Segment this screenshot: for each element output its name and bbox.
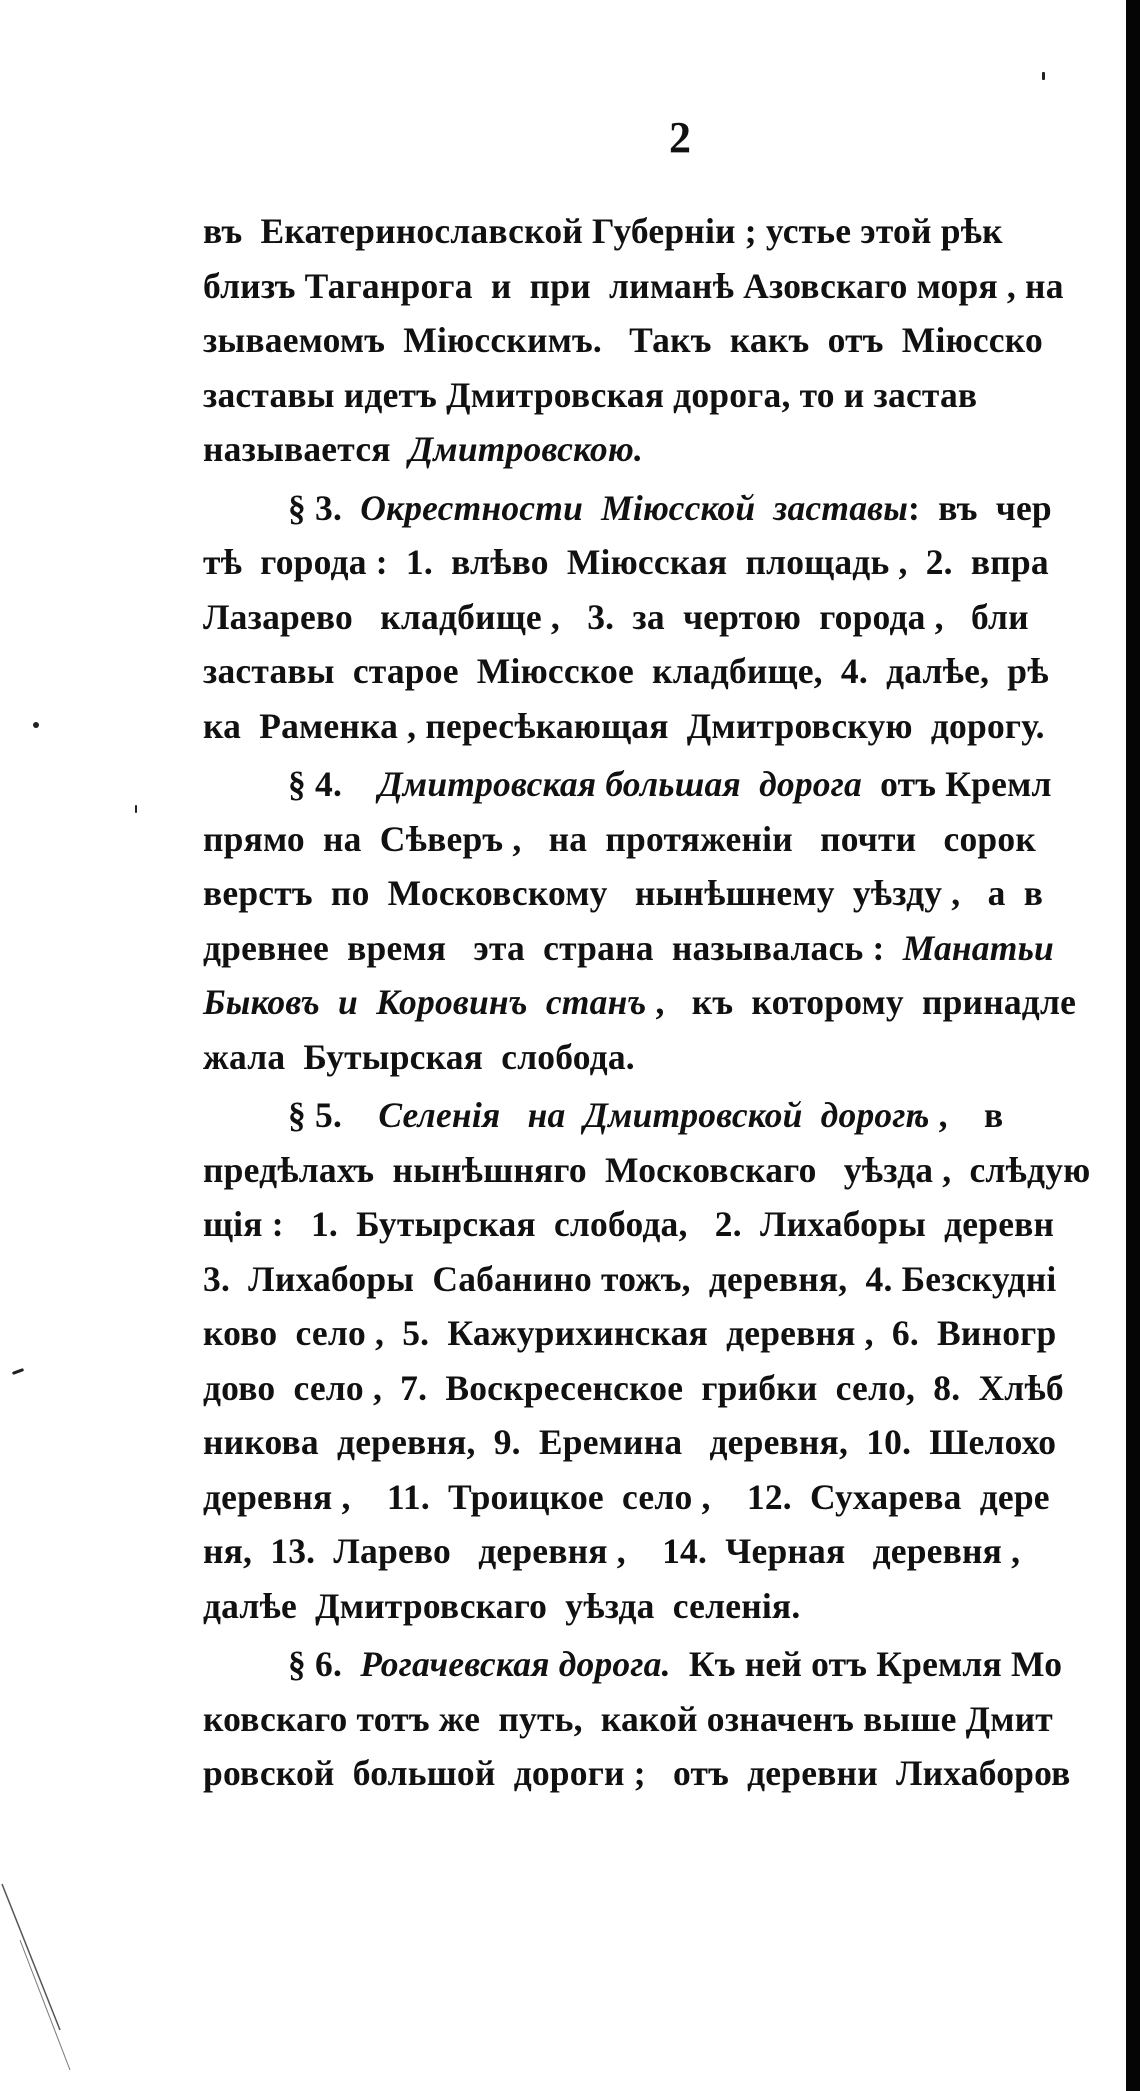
text-segment: § 5. bbox=[288, 1095, 379, 1135]
text-segment: § 6. bbox=[288, 1644, 361, 1684]
italic-text: Рогачевская дорога. bbox=[360, 1644, 671, 1684]
italic-text: Быковъ и Коровинъ станъ bbox=[203, 982, 647, 1022]
text-segment: дово село , 7. Воскресенское грибки село, 8. Хлѣб bbox=[203, 1367, 1064, 1408]
text-segment: отъ Кремл bbox=[862, 764, 1052, 804]
text-segment: ка Раменка , пересѣкающая Дмитровскую дорогу. bbox=[203, 705, 1045, 746]
text-segment: верстъ по Московскому нынѣшнему уѣзду , а в bbox=[203, 873, 1044, 913]
text-segment: жала Бутырская слобода. bbox=[203, 1036, 635, 1077]
text-segment: § 4. bbox=[288, 764, 379, 804]
text-line bbox=[203, 975, 1140, 1030]
page-edge-shadow bbox=[1126, 0, 1140, 2091]
text-segment: заставы идетъ Дмитровская дорога, то и застав bbox=[203, 374, 978, 415]
text-segment: прямо на Сѣверъ , на протяженіи почти сорок bbox=[203, 818, 1036, 859]
text-line bbox=[203, 1306, 1140, 1361]
text-segment: никова деревня, 9. Еремина деревня, 10. Шелохо bbox=[203, 1422, 1057, 1462]
text-line bbox=[203, 921, 1140, 976]
text-segment: ковскаго тотъ же путь, какой означенъ выше Дмит bbox=[203, 1698, 1053, 1739]
text-segment: ково село , 5. Кажурихинская деревня , 6. Виногр bbox=[203, 1313, 1057, 1353]
italic-text: Селенія на Дмитровской дорогѣ bbox=[378, 1095, 930, 1135]
text-line bbox=[203, 481, 1140, 536]
text-segment: близъ Таганрога и при лиманѣ Азовскаго моря , на bbox=[203, 265, 1064, 306]
text-line bbox=[203, 1524, 1140, 1579]
text-segment: тѣ города : 1. влѣво Міюсская площадь , 2. впра bbox=[203, 542, 1049, 582]
italic-text: Дмитровская большая дорога bbox=[378, 764, 862, 804]
text-line bbox=[203, 1692, 1140, 1747]
text-line bbox=[203, 313, 1140, 368]
text-segment: далѣе Дмитровскаго уѣзда селенія. bbox=[203, 1585, 801, 1626]
text-line bbox=[203, 1361, 1140, 1416]
text-segment: предѣлахъ нынѣшняго Московскаго уѣзда , слѣдую bbox=[203, 1149, 1091, 1190]
text-line bbox=[203, 1030, 1140, 1085]
text-segment: ровской большой дороги ; отъ деревни Лихаборов bbox=[203, 1753, 1071, 1793]
text-line bbox=[203, 812, 1140, 867]
text-segment: зываемомъ Міюсскимъ. Такъ какъ отъ Міюсско bbox=[203, 320, 1043, 360]
text-segment: : въ чер bbox=[908, 487, 1052, 528]
text-line bbox=[203, 1637, 1140, 1692]
text-segment: въ Екатеринославской Губерніи ; устье этой рѣк bbox=[203, 211, 1003, 251]
text-segment: деревня , 11. Троицкое село , 12. Сухарева дере bbox=[203, 1476, 1050, 1517]
text-line bbox=[203, 699, 1140, 754]
text-line bbox=[203, 1197, 1140, 1252]
text-line bbox=[203, 590, 1140, 645]
text-segment: 3. Лихаборы Сабанино тожъ, деревня, 4. Безскудні bbox=[203, 1258, 1057, 1299]
text-line bbox=[203, 1470, 1140, 1525]
page-number: 2 bbox=[669, 113, 691, 162]
text-line bbox=[203, 1746, 1140, 1801]
text-segment: щія : 1. Бутырская слобода, 2. Лихаборы деревн bbox=[203, 1204, 1055, 1244]
text-line bbox=[203, 535, 1140, 590]
scan-speck bbox=[135, 805, 137, 813]
text-line bbox=[203, 422, 1140, 477]
text-line bbox=[203, 204, 1140, 259]
italic-text: Окрестности Міюсской заставы bbox=[360, 487, 909, 528]
text-line bbox=[203, 757, 1140, 812]
scan-scratch bbox=[0, 1880, 90, 2080]
text-segment: , в bbox=[929, 1095, 1004, 1135]
text-line bbox=[203, 644, 1140, 699]
text-segment: § 3. bbox=[288, 487, 361, 528]
text-segment: Лазарево кладбище , 3. за чертою города , бли bbox=[203, 596, 1029, 637]
text-segment: , къ которому принадле bbox=[646, 982, 1077, 1022]
text-line bbox=[203, 1252, 1140, 1307]
text-line bbox=[203, 1579, 1140, 1634]
italic-text: Манатьи bbox=[902, 927, 1054, 968]
text-line bbox=[203, 1143, 1140, 1198]
text-line bbox=[203, 1088, 1140, 1143]
text-line bbox=[203, 259, 1140, 314]
text-segment: называется bbox=[203, 429, 409, 469]
text-line bbox=[203, 368, 1140, 423]
text-segment: древнее время эта страна называлась : bbox=[203, 927, 903, 968]
text-line bbox=[203, 866, 1140, 921]
scan-speck bbox=[1042, 72, 1045, 80]
scan-speck bbox=[33, 722, 39, 728]
text-segment: Къ ней отъ Кремля Мо bbox=[670, 1644, 1063, 1684]
italic-text: Дмитровскою. bbox=[408, 429, 644, 469]
text-line bbox=[203, 1415, 1140, 1470]
scan-speck bbox=[12, 1368, 24, 1375]
text-segment: ня, 13. Ларево деревня , 14. Черная деревня , bbox=[203, 1531, 1021, 1571]
body-text bbox=[203, 204, 1140, 1801]
text-segment: заставы старое Міюсское кладбище, 4. далѣе, рѣ bbox=[203, 651, 1049, 691]
